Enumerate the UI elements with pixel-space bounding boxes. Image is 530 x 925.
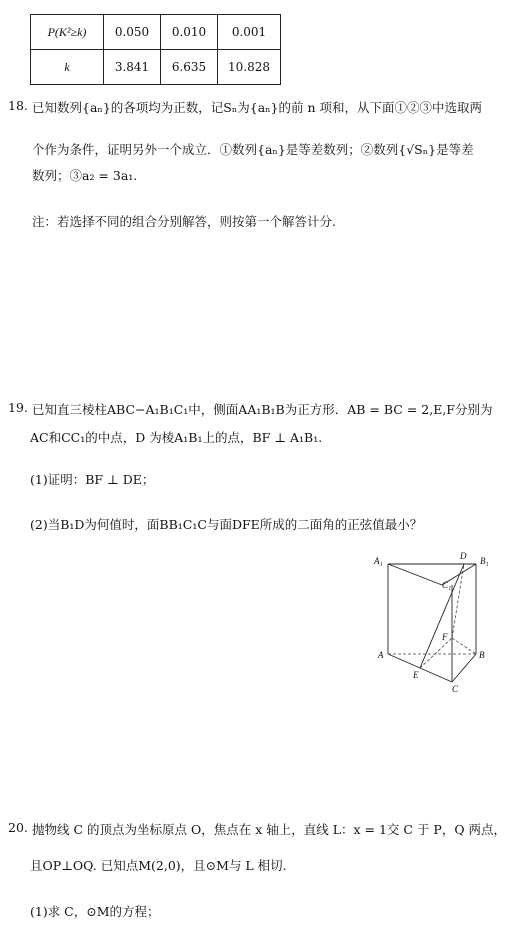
question-note: 注：若选择不同的组合分别解答，则按第一个解答计分. — [32, 214, 336, 229]
label-d: D — [460, 551, 467, 561]
question-number: 20. — [8, 820, 28, 835]
question-text: 已知数列{aₙ}的各项均为正数，记Sₙ为{aₙ}的前 n 项和，从下面①②③中选取两 — [32, 100, 483, 115]
table-row — [31, 15, 281, 50]
question-number: 19. — [8, 400, 28, 415]
table-cell: 10.828 — [218, 50, 281, 85]
edge-cb — [452, 654, 476, 682]
label-b1: B₁ — [480, 556, 489, 566]
label-c: C — [452, 684, 459, 694]
segment-ef-hidden — [420, 638, 452, 668]
edge-a1c1 — [388, 564, 442, 585]
critical-value-table — [30, 14, 281, 85]
segment-fb-hidden — [452, 638, 476, 654]
table-cell: 0.001 — [218, 15, 281, 50]
table-cell: 0.010 — [161, 15, 218, 50]
table-cell: 6.635 — [161, 50, 218, 85]
question-number: 18. — [8, 98, 28, 113]
question-text: 数列；③a₂ = 3a₁. — [32, 168, 138, 183]
table-cell: 3.841 — [104, 50, 161, 85]
question-text: 抛物线 C 的顶点为坐标原点 O，焦点在 x 轴上，直线 L：x = 1交 C 于 P，Q 两点， — [32, 822, 507, 837]
prism-figure — [372, 550, 502, 695]
question-part: (2)当B₁D为何值时，面BB₁C₁C与面DFE所成的二面角的正弦值最小？ — [30, 517, 423, 532]
question-text: AC和CC₁的中点，D 为棱A₁B₁上的点，BF ⊥ A₁B₁. — [30, 430, 323, 445]
question-text: 已知直三棱柱ABC−A₁B₁C₁中，侧面AA₁B₁B为正方形．AB = BC = 2,E,F分别为 — [32, 402, 493, 417]
label-a1: A₁ — [374, 556, 383, 566]
table-cell: P(K²≥k) — [31, 15, 104, 50]
question-part: (1)证明：BF ⊥ DE； — [30, 472, 155, 487]
label-a: A — [378, 650, 384, 660]
label-b: B — [479, 650, 485, 660]
label-c1: C₁ — [442, 580, 452, 590]
label-e: E — [413, 670, 419, 680]
table-cell: k — [31, 50, 104, 85]
question-text: 且OP⊥OQ. 已知点M(2,0)，且⊙M与 L 相切. — [30, 858, 287, 873]
question-text: 个作为条件，证明另外一个成立．①数列{aₙ}是等差数列；②数列{√Sₙ}是等差 — [32, 142, 474, 157]
label-f: F — [442, 632, 448, 642]
table-cell: 0.050 — [104, 15, 161, 50]
question-part: (1)求 C，⊙M的方程； — [30, 904, 160, 919]
table-row — [31, 50, 281, 85]
